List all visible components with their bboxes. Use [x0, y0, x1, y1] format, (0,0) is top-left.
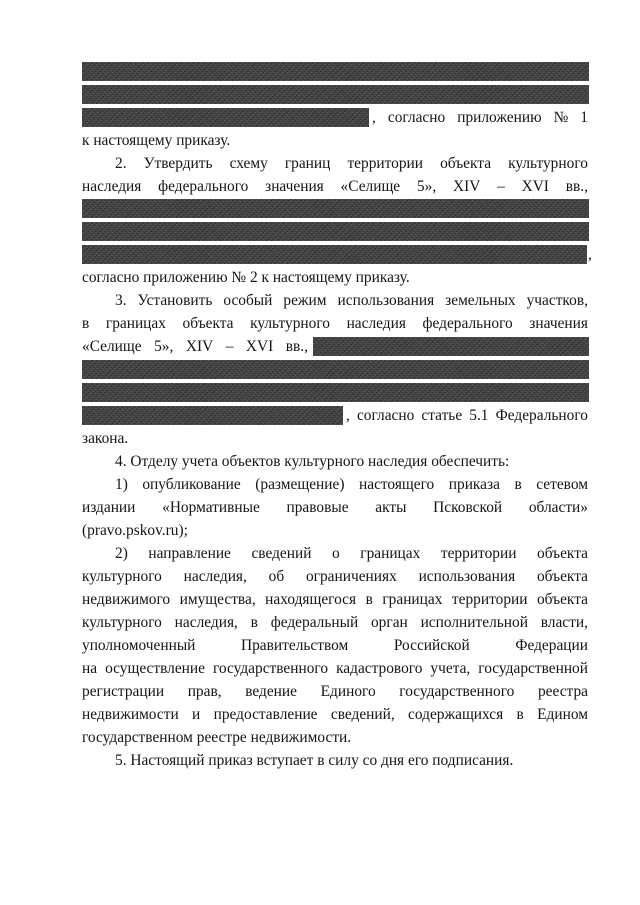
word: государственной [478, 660, 588, 677]
word: государственного [399, 683, 515, 700]
word: территории [440, 545, 517, 562]
word: федерального [158, 178, 249, 195]
redaction-bar [82, 108, 369, 127]
word: регистрации [82, 683, 165, 700]
word: сведений, [330, 706, 395, 723]
word: издании [82, 499, 136, 516]
word: приложению [457, 109, 542, 126]
word: 5», [416, 178, 437, 195]
word: 1 [580, 109, 588, 126]
word: сведений [251, 545, 312, 562]
word: ведение [245, 683, 297, 700]
word: согласно [387, 109, 446, 126]
word: – [497, 178, 505, 195]
word: на [82, 660, 98, 677]
word: федерального [422, 315, 513, 332]
word: границах [382, 591, 443, 608]
redaction-bar [313, 337, 589, 356]
text-line [372, 107, 588, 129]
word: уполномоченный [82, 637, 196, 654]
word: 2) [115, 545, 128, 562]
word: опубликование [142, 476, 241, 493]
word: режим [283, 292, 327, 309]
word: 3. [115, 292, 127, 309]
text-line: к настоящему приказу. [82, 132, 231, 149]
word: XIV [452, 178, 481, 195]
word: ограничениях [305, 568, 397, 585]
word: границах [105, 315, 166, 332]
word: культурного [250, 315, 330, 332]
word: использования [337, 292, 435, 309]
word: (размещение) [255, 476, 345, 493]
text-line [82, 589, 588, 611]
paragraph-3-first-line [115, 290, 588, 312]
word: акты [375, 499, 407, 516]
word: – [225, 338, 234, 355]
text-line [82, 313, 588, 335]
text-line: согласно приложению № 2 к настоящему приказу. [82, 269, 410, 286]
word: «Нормативные [162, 499, 260, 516]
word: 5.1 [469, 407, 489, 424]
word: имущества, [179, 591, 256, 608]
word: в [365, 591, 373, 608]
word: в [250, 614, 258, 631]
word: Утвердить [143, 155, 213, 172]
word: , [372, 109, 376, 126]
text-line [82, 681, 588, 703]
word: наследия, [174, 614, 238, 631]
word: использования [418, 568, 516, 585]
word: области» [528, 499, 588, 516]
word: исполнительной [420, 614, 528, 631]
text-line [82, 704, 588, 726]
item-1-first-line [115, 474, 588, 496]
word: «Селище [82, 338, 142, 355]
word: № [553, 109, 569, 126]
word: содержащихся [408, 706, 504, 723]
word: «Селище [340, 178, 401, 195]
word: границ [284, 155, 331, 172]
word: Единого [320, 683, 376, 700]
word: государственного [212, 660, 329, 677]
word: схему [229, 155, 268, 172]
word: о [332, 545, 340, 562]
word: орган [370, 614, 408, 631]
word: участков, [526, 292, 588, 309]
word: кадастрового [336, 660, 423, 677]
word: учета, [430, 660, 471, 677]
word: прав, [187, 683, 222, 700]
redaction-bar [82, 85, 589, 104]
paragraph-4: 4. Отделу учета объектов культурного наследия обеспечить: [115, 453, 510, 470]
redaction-bar [82, 383, 589, 402]
word: Едином [537, 706, 588, 723]
word: Правительством [241, 637, 349, 654]
word: согласно [356, 407, 415, 424]
word: предоставление [213, 706, 318, 723]
word: земельных [445, 292, 516, 309]
word: недвижимого [82, 591, 171, 608]
word: приказа [448, 476, 500, 493]
text-line [346, 405, 588, 427]
word: федеральный [270, 614, 359, 631]
word: и [192, 706, 201, 723]
word: в [82, 315, 90, 332]
word: статье [421, 407, 463, 424]
word: культурного [508, 155, 588, 172]
word: недвижимости [82, 706, 179, 723]
word: , [346, 407, 350, 424]
text-line [82, 336, 308, 358]
word: границах [360, 545, 421, 562]
paragraph-5: 5. Настоящий приказ вступает в силу со дня его подписания. [115, 752, 514, 769]
word: Федерального [495, 407, 588, 424]
word: значения [265, 178, 324, 195]
redaction-bar [82, 62, 589, 81]
word: территории [347, 155, 424, 172]
item-2-first-line [115, 543, 588, 565]
redaction-bar [82, 245, 587, 264]
word: 2. [115, 155, 127, 172]
word: культурного [82, 568, 162, 585]
text-line [82, 566, 588, 588]
word: 5», [154, 338, 174, 355]
word: объекта [536, 591, 588, 608]
word: наследия [82, 178, 142, 195]
word: Федерации [515, 637, 588, 654]
word: культурного [82, 614, 162, 631]
word: реестра [537, 683, 588, 700]
redaction-bar [82, 406, 343, 425]
word: Российской [393, 637, 470, 654]
text-line [82, 658, 588, 680]
text-line [82, 635, 588, 657]
text-line: , [588, 246, 592, 263]
word: вв., [285, 338, 308, 355]
word: Псковской [433, 499, 503, 516]
paragraph-2-first-line [115, 153, 588, 175]
word: значения [529, 315, 588, 332]
word: территории [451, 591, 528, 608]
word: XVI [521, 178, 549, 195]
redaction-bar [82, 199, 589, 218]
word: особый [223, 292, 273, 309]
text-line: государственном реестре недвижимости. [82, 729, 352, 746]
word: объекта [440, 155, 492, 172]
word: объекта [182, 315, 234, 332]
word: правовые [286, 499, 349, 516]
word: 1) [115, 476, 128, 493]
word: Установить [137, 292, 213, 309]
word: сетевом [536, 476, 588, 493]
word: наследия [346, 315, 406, 332]
text-line [82, 497, 588, 519]
word: вв., [565, 178, 588, 195]
text-line [82, 612, 588, 634]
redaction-bar [82, 360, 589, 379]
word: об [268, 568, 285, 585]
word: находящегося [265, 591, 357, 608]
word: осуществление [105, 660, 205, 677]
text-line: закона. [82, 430, 129, 447]
word: XIV [185, 338, 214, 355]
word: направление [148, 545, 231, 562]
word: наследия, [183, 568, 247, 585]
word: в [516, 706, 524, 723]
word: власти, [540, 614, 588, 631]
word: настоящего [359, 476, 435, 493]
word: объекта [537, 545, 588, 562]
word: объекта [536, 568, 588, 585]
word: XVI [245, 338, 274, 355]
word: в [514, 476, 522, 493]
text-line [82, 176, 588, 198]
redaction-bar [82, 222, 589, 241]
text-line: (pravo.pskov.ru); [82, 522, 188, 539]
